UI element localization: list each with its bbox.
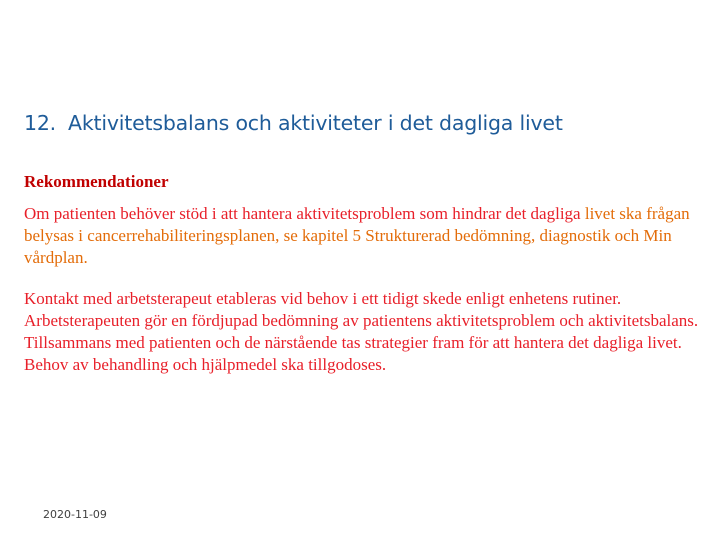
recommendation-paragraph-2: Kontakt med arbetsterapeut etableras vid behov i ett tidigt skede enligt enhetens rutiner. Arbetsterapeuten gör en fördjupad bedömning av patientens aktivitetsproblem och aktivitetsbalans. Tillsammans med patienten och de närstående tas strategier fram för att hantera det dagliga livet. Behov av behandling och hjälpmedel ska tillgodoses. <box>24 289 699 374</box>
section-number: 12. <box>24 111 57 135</box>
recommendations-heading: Rekommendationer <box>24 172 169 191</box>
recommendation-paragraph-1 <box>24 203 714 269</box>
section-title: Aktivitetsbalans och aktiviteter i det dagliga livet <box>68 111 563 135</box>
section-heading <box>24 111 563 135</box>
paragraph-1-highlight: livet ska frågan belysas i cancerrehabiliteringsplanen, se kapitel 5 Strukturerad bedömning, diagnostik och Min vårdplan. <box>24 204 690 267</box>
footer-date: 2020-11-09 <box>43 508 107 521</box>
paragraph-1-lead: Om patienten behöver stöd i att hantera aktivitetsproblem som hindrar det dagliga <box>24 204 585 223</box>
